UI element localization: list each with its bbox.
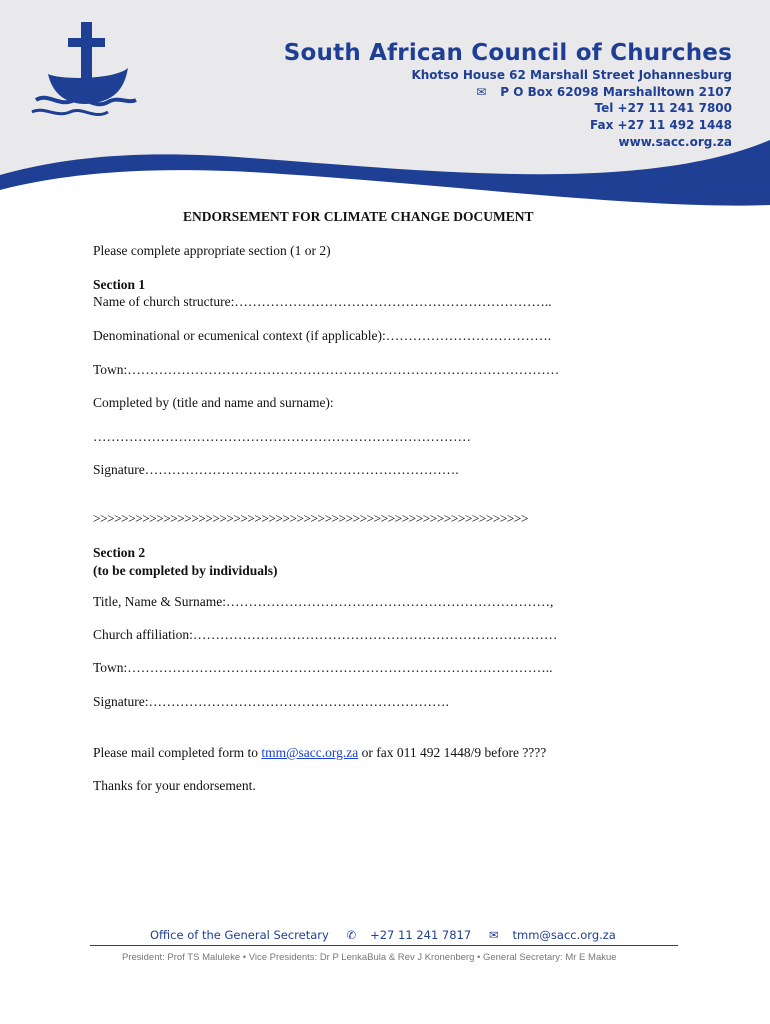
church-structure-field: Name of church structure:…………………………………………………………….. <box>93 294 552 309</box>
phone-icon: ✆ <box>346 928 357 942</box>
section2-heading: Section 2 <box>93 545 146 560</box>
telephone: Tel +27 11 241 7800 <box>594 101 732 115</box>
website-link[interactable]: www.sacc.org.za <box>618 135 732 149</box>
footer-office-line <box>150 928 630 942</box>
section1-heading: Section 1 <box>93 277 146 292</box>
footer-divider <box>90 945 678 946</box>
thanks-text: Thanks for your endorsement. <box>93 778 256 793</box>
document-title: ENDORSEMENT FOR CLIMATE CHANGE DOCUMENT <box>183 209 534 224</box>
email-icon: ✉ <box>488 928 499 942</box>
town-field: Town:…………………………………………………………………………………… <box>93 362 560 377</box>
footer-phone: +27 11 241 7817 <box>370 928 472 942</box>
mail-instruction <box>93 745 546 761</box>
fax: Fax +27 11 492 1448 <box>590 118 732 132</box>
signature-field-2: Signature:…………………………………………………………. <box>93 694 449 709</box>
org-name: South African Council of Churches <box>283 40 732 66</box>
po-box: P O Box 62098 Marshalltown 2107 <box>500 85 732 99</box>
completed-by-field: ………………………………………………………………………… <box>93 429 471 444</box>
address-line: Khotso House 62 Marshall Street Johannesburg <box>411 68 732 82</box>
office-label: Office of the General Secretary <box>150 928 329 942</box>
letterhead <box>0 0 770 215</box>
footer-email[interactable]: tmm@sacc.org.za <box>512 928 616 942</box>
mail-suffix: or fax 011 492 1448/9 before ???? <box>358 745 547 760</box>
section2-subheading: (to be completed by individuals) <box>93 563 278 578</box>
mail-prefix: Please mail completed form to <box>93 745 262 760</box>
section-separator: >>>>>>>>>>>>>>>>>>>>>>>>>>>>>>>>>>>>>>>>>>>>>>>>>>>>>>>>>>>>>> <box>93 511 528 526</box>
completed-by-label: Completed by (title and name and surname): <box>93 395 334 410</box>
name-field: Title, Name & Surname:………………………………………………………………, <box>93 594 554 609</box>
context-field: Denominational or ecumenical context (if applicable):………………………………. <box>93 328 552 343</box>
church-affiliation-field: Church affiliation:……………………………………………………………………… <box>93 627 558 642</box>
envelope-icon: ✉ <box>476 85 487 99</box>
po-box-line <box>476 85 732 99</box>
town-field-2: Town:………………………………………………………………………………….. <box>93 660 553 675</box>
email-link[interactable]: tmm@sacc.org.za <box>261 745 359 760</box>
church-logo-icon <box>30 22 140 132</box>
footer-officials: President: Prof TS Maluleke • Vice Presidents: Dr P LenkaBula & Rev J Kronenberg • General Secretary: Mr E Makue <box>122 952 617 963</box>
instruction-text: Please complete appropriate section (1 or 2) <box>93 243 331 258</box>
signature-field: Signature……………………………………………………………. <box>93 462 459 477</box>
